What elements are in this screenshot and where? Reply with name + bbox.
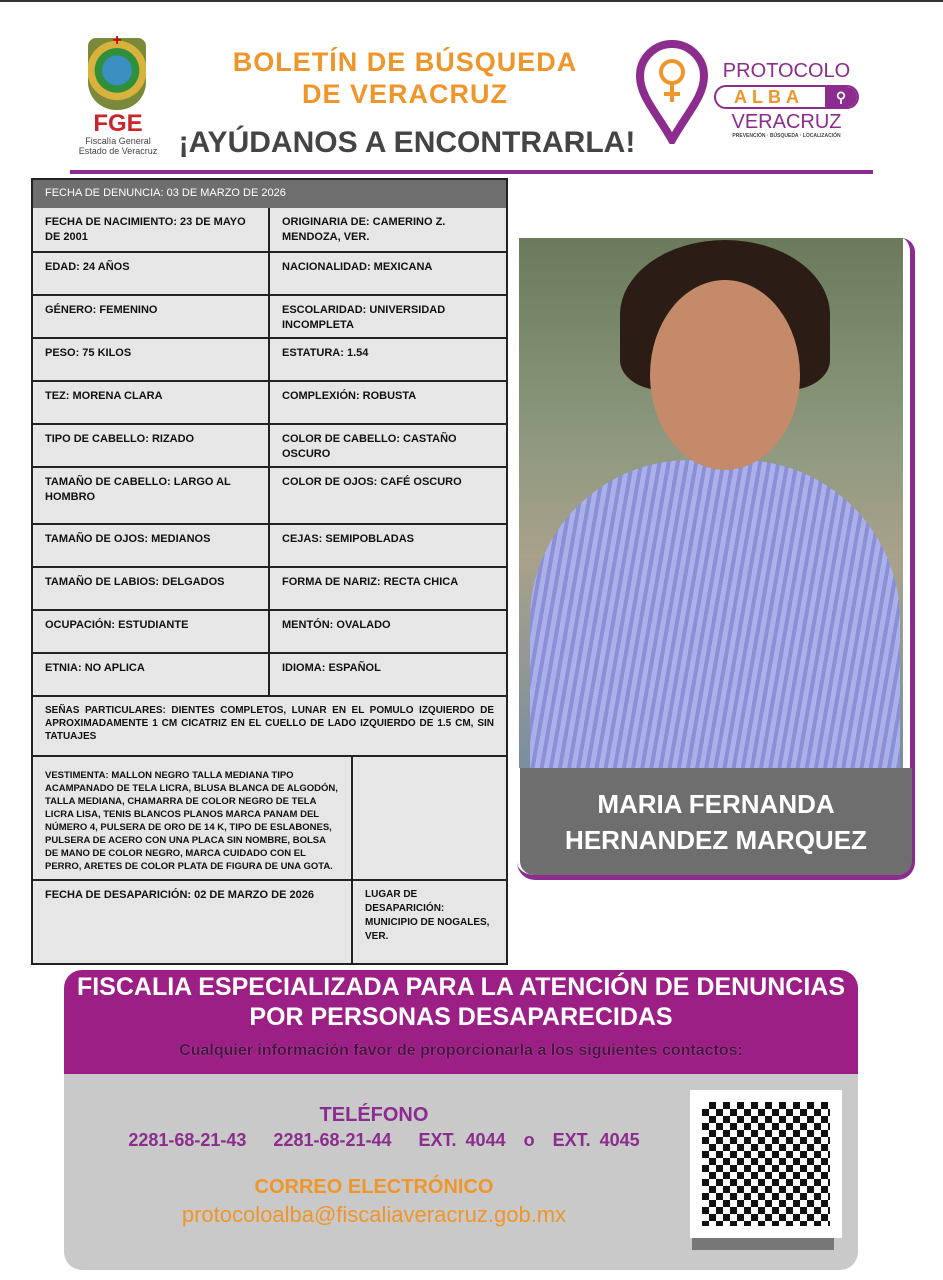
detail-right: ESTATURA: 1.54 bbox=[282, 347, 369, 359]
detail-right: MENTÓN: OVALADO bbox=[282, 619, 391, 631]
bulletin-title bbox=[190, 46, 620, 110]
alba-line3: VERACRUZ bbox=[731, 111, 842, 133]
name-line2: HERNANDEZ MARQUEZ bbox=[565, 825, 867, 855]
table-row bbox=[33, 609, 506, 652]
table-row bbox=[33, 208, 506, 251]
distinguishing-marks: SEÑAS PARTICULARES: DIENTES COMPLETOS, LUNAR EN EL POMULO IZQUIERDO DE APROXIMADAMENTE 1 CM CICATRIZ EN EL CUELLO DE LADO IZQUIERDO DE 1.5 CM, SIN TATUAJES bbox=[45, 705, 494, 742]
detail-right: CEJAS: SEMIPOBLADAS bbox=[282, 533, 415, 545]
table-row bbox=[33, 294, 506, 337]
detail-right: COMPLEXIÓN: ROBUSTA bbox=[282, 390, 417, 402]
fge-sub1: Fiscalía General bbox=[85, 136, 151, 146]
disappearance-row bbox=[33, 879, 506, 963]
bulletin-subtitle: ¡AYÚDANOS A ENCONTRARLA! bbox=[178, 126, 636, 159]
photo-body bbox=[530, 460, 900, 770]
cross-icon: + bbox=[112, 32, 122, 49]
table-row bbox=[33, 337, 506, 380]
agency-banner bbox=[64, 970, 858, 1074]
detail-left: TAMAÑO DE OJOS: MEDIANOS bbox=[33, 525, 270, 566]
detail-right: NACIONALIDAD: MEXICANA bbox=[282, 261, 433, 273]
phone-numbers[interactable]: 2281-68-21-43 2281-68-21-44 EXT. 4044 o EXT. 4045 bbox=[128, 1130, 640, 1150]
agency-title: FISCALIA ESPECIALIZADA PARA LA ATENCIÓN DE DENUNCIAS POR PERSONAS DESAPARECIDAS bbox=[76, 973, 846, 1031]
search-icon: ⚲ bbox=[825, 87, 857, 107]
header-divider bbox=[70, 170, 873, 174]
clothing: VESTIMENTA: MALLON NEGRO TALLA MEDIANA TIPO ACAMPANADO DE TELA LICRA, BLUSA BLANCA DE ALGODÓN, TALLA MEDIANA, CHAMARRA DE COLOR NEGRO DE TELA LICRA LISA, TENIS BLANCOS PLANOS MARCA PANAM DEL NÚMERO 4, PULSERA DE ORO DE 14 K, TIPO DE ESLABONES, PULSERA DE ACERO CON UNA PLACA SIN NOMBRE, BOLSA DE MANO DE COLOR NEGRO, MARCA CUIDADO CON EL PERRO, ARETES DE COLOR PLATA DE FIGURA DE UNA GOTA. bbox=[33, 757, 353, 879]
protocolo-alba-logo bbox=[714, 60, 859, 139]
alba-line2: ALBA bbox=[734, 86, 804, 107]
table-row bbox=[33, 380, 506, 423]
contact-instructions: Cualquier información favor de proporcionarla a los siguientes contactos: bbox=[179, 1042, 743, 1059]
empty-cell bbox=[353, 757, 506, 879]
fge-sub2: Estado de Veracruz bbox=[78, 146, 158, 156]
person-name bbox=[520, 768, 912, 875]
alba-tagline: PREVENCIÓN · BÚSQUEDA · LOCALIZACIÓN bbox=[732, 133, 841, 139]
detail-right: COLOR DE OJOS: CAFÉ OSCURO bbox=[282, 476, 462, 488]
person-details-table bbox=[31, 178, 508, 965]
detail-left: TAMAÑO DE LABIOS: DELGADOS bbox=[33, 568, 270, 609]
phone-label: TELÉFONO bbox=[319, 1104, 429, 1126]
detail-right: COLOR DE CABELLO: CASTAÑO OSCURO bbox=[282, 433, 457, 460]
detail-left: PESO: 75 KILOS bbox=[33, 339, 270, 380]
detail-left: TAMAÑO DE CABELLO: LARGO AL HOMBRO bbox=[33, 468, 270, 523]
detail-left: OCUPACIÓN: ESTUDIANTE bbox=[33, 611, 270, 652]
qr-code-icon[interactable] bbox=[690, 1090, 842, 1238]
table-row bbox=[33, 652, 506, 695]
title-line1: BOLETÍN DE BÚSQUEDA bbox=[232, 47, 578, 77]
table-row bbox=[33, 466, 506, 523]
photo-face bbox=[650, 280, 800, 470]
detail-left: FECHA DE NACIMIENTO: 23 DE MAYO DE 2001 bbox=[33, 208, 270, 251]
detail-left: TEZ: MORENA CLARA bbox=[33, 382, 270, 423]
distinguishing-marks-row bbox=[33, 695, 506, 755]
detail-right: IDIOMA: ESPAÑOL bbox=[282, 662, 381, 674]
name-line1: MARIA FERNANDA bbox=[597, 789, 835, 819]
qr-shadow bbox=[692, 1236, 834, 1250]
table-row bbox=[33, 251, 506, 294]
top-border bbox=[0, 0, 943, 2]
detail-right: ESCOLARIDAD: UNIVERSIDAD INCOMPLETA bbox=[282, 304, 446, 331]
detail-left: GÉNERO: FEMENINO bbox=[33, 296, 270, 337]
alba-line1: PROTOCOLO bbox=[722, 60, 851, 82]
detail-left: TIPO DE CABELLO: RIZADO bbox=[33, 425, 270, 466]
fge-logo-subtitle bbox=[70, 136, 166, 156]
table-row bbox=[33, 523, 506, 566]
detail-left: EDAD: 24 AÑOS bbox=[33, 253, 270, 294]
table-row bbox=[33, 566, 506, 609]
clothing-row bbox=[33, 755, 506, 879]
report-date: FECHA DE DENUNCIA: 03 DE MARZO DE 2026 bbox=[33, 180, 506, 208]
detail-right: ORIGINARIA DE: CAMERINO Z. MENDOZA, VER. bbox=[282, 216, 446, 243]
detail-right: FORMA DE NARIZ: RECTA CHICA bbox=[282, 576, 459, 588]
location-pin-female-icon bbox=[636, 40, 708, 144]
email-label: CORREO ELECTRÓNICO bbox=[254, 1176, 494, 1198]
email-link[interactable]: protocoloalba@fiscaliaveracruz.gob.mx bbox=[181, 1202, 567, 1227]
detail-left: ETNIA: NO APLICA bbox=[33, 654, 270, 695]
table-row bbox=[33, 423, 506, 466]
alba-badge bbox=[714, 85, 859, 109]
title-line2: DE VERACRUZ bbox=[301, 79, 508, 109]
disappearance-date: FECHA DE DESAPARICIÓN: 02 DE MARZO DE 2026 bbox=[33, 881, 353, 963]
disappearance-place: LUGAR DE DESAPARICIÓN: MUNICIPIO DE NOGALES, VER. bbox=[365, 889, 490, 942]
fge-logo: FGE bbox=[93, 110, 143, 137]
